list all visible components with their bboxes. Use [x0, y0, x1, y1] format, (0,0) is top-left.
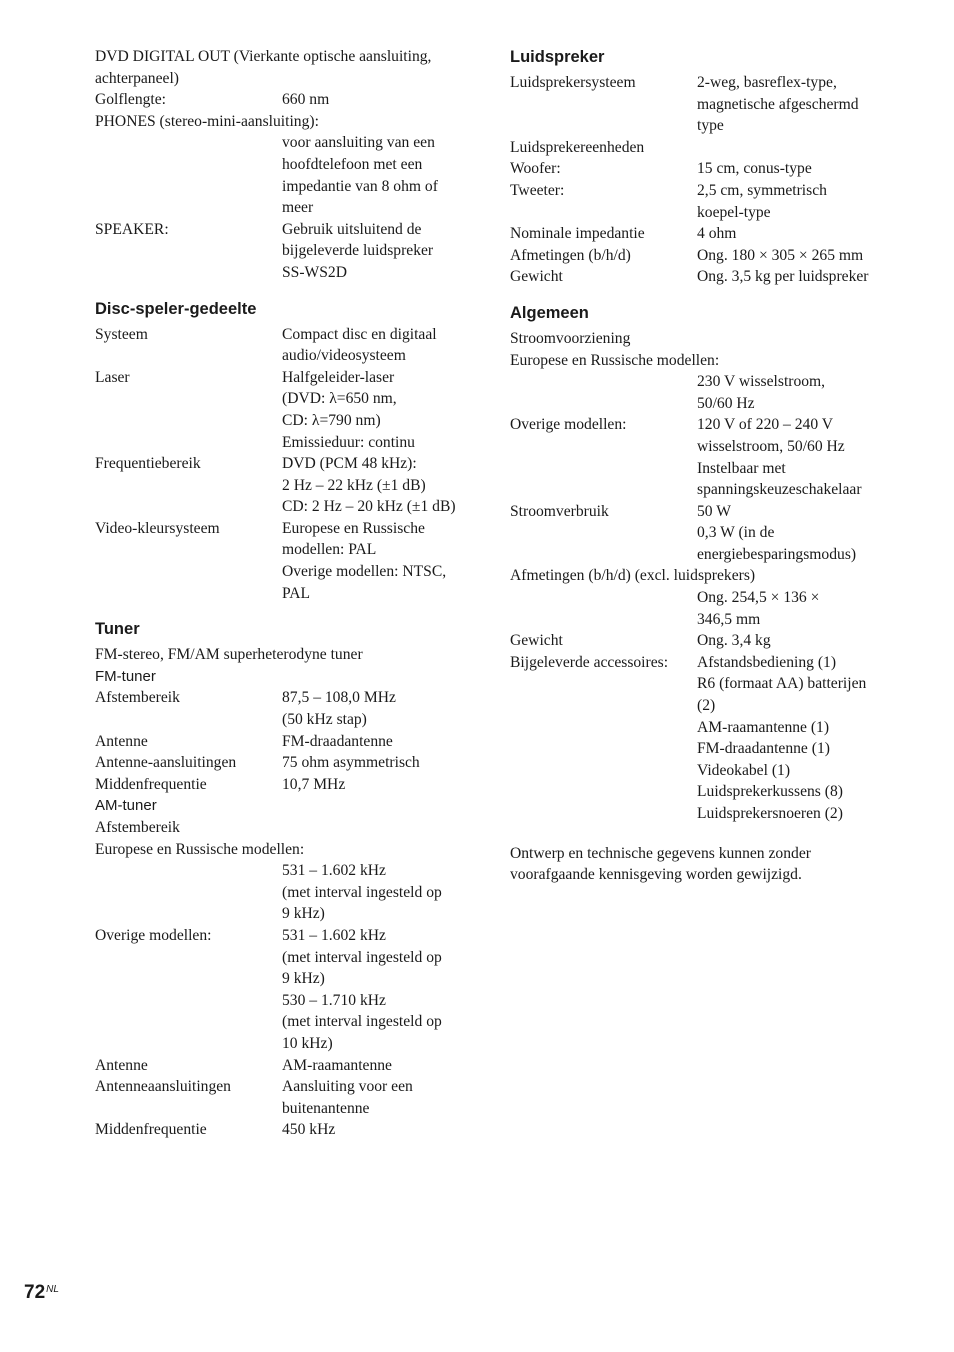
spec-value: Afstandsbediening (1) [697, 653, 837, 671]
spec-row [510, 158, 910, 180]
spec-row [95, 860, 475, 882]
spec-row [510, 673, 910, 695]
tuner-intro: FM-stereo, FM/AM superheterodyne tuner [95, 646, 363, 664]
spec-value: 120 V of 220 – 240 V [697, 416, 834, 434]
spec-value: FM-draadantenne (1) [697, 740, 830, 758]
output-specs [95, 46, 475, 284]
spec-value: PAL [282, 584, 311, 602]
spec-value: buitenantenne [282, 1099, 370, 1117]
disc-player-heading: Disc-speler-gedeelte [95, 299, 257, 318]
spec-label: Gewicht [510, 632, 563, 650]
spec-value: 50 W [697, 502, 731, 520]
spec-value: Ong. 3,5 kg per luidspreker [697, 268, 869, 286]
spec-value: Videokabel (1) [697, 761, 791, 779]
spec-value: 9 kHz) [282, 905, 325, 923]
general-specs [510, 328, 910, 825]
spec-row [95, 89, 475, 111]
spec-value: Ong. 254,5 × 136 × [697, 589, 820, 607]
spec-label: Afmetingen (b/h/d) (excl. luidsprekers) [510, 567, 756, 585]
spec-row [95, 68, 475, 90]
spec-value: 346,5 mm [697, 610, 761, 628]
spec-label: Stroomverbruik [510, 502, 609, 520]
spec-label: Antenne [95, 732, 148, 750]
spec-row [95, 324, 475, 346]
spec-label: Middenfrequentie [95, 1121, 207, 1139]
spec-label: Laser [95, 368, 130, 386]
spec-row [95, 731, 475, 753]
spec-value: 450 kHz [282, 1121, 336, 1139]
spec-row [510, 781, 910, 803]
spec-label: PHONES (stereo-mini-aansluiting): [95, 112, 319, 130]
spec-row [510, 738, 910, 760]
spec-label: achterpaneel) [95, 69, 179, 87]
spec-row [95, 1033, 475, 1055]
spec-row [510, 760, 910, 782]
spec-value: 530 – 1.710 kHz [282, 991, 386, 1009]
spec-row [510, 522, 910, 544]
spec-row [95, 132, 475, 154]
speaker-heading: Luidspreker [510, 48, 605, 66]
spec-label: Afmetingen (b/h/d) [510, 246, 631, 264]
spec-value: 10 kHz) [282, 1034, 333, 1052]
spec-label: Overige modellen: [95, 926, 212, 944]
spec-value: Gebruik uitsluitend de [282, 220, 422, 238]
spec-label: Overige modellen: [510, 416, 627, 434]
spec-row [95, 968, 475, 990]
spec-label: Luidsprekersysteem [510, 74, 636, 91]
spec-row [95, 345, 475, 367]
note-line: voorafgaande kennisgeving worden gewijzigd. [510, 866, 802, 884]
spec-row [510, 803, 910, 825]
spec-row [510, 414, 910, 436]
am-tuner-subheading: AM-tuner [95, 797, 157, 815]
spec-row [510, 479, 910, 501]
spec-value: (DVD: λ=650 nm, [282, 390, 397, 408]
disc-player-specs [95, 324, 475, 605]
spec-value: 2 Hz – 22 kHz (±1 dB) [282, 476, 426, 494]
spec-row [510, 94, 910, 116]
spec-label: Nominale impedantie [510, 225, 645, 243]
spec-row [510, 137, 910, 159]
spec-value: Luidsprekerkussens (8) [697, 783, 843, 801]
spec-row [510, 202, 910, 224]
spec-value: modellen: PAL [282, 541, 377, 559]
spec-label: Afstembereik [95, 689, 180, 707]
spec-value: 531 – 1.602 kHz [282, 926, 386, 944]
spec-row [510, 458, 910, 480]
spec-row [510, 717, 910, 739]
spec-row [510, 72, 910, 94]
spec-row [510, 180, 910, 202]
spec-row [510, 115, 910, 137]
spec-row [95, 219, 475, 241]
spec-row [510, 587, 910, 609]
spec-value: meer [282, 199, 314, 217]
page-number: $72^{NL}$ [24, 1282, 59, 1303]
spec-value: (2) [697, 697, 716, 715]
spec-row [95, 990, 475, 1012]
spec-row [95, 197, 475, 219]
spec-value: 10,7 MHz [282, 775, 346, 793]
spec-label: Antenne-aansluitingen [95, 754, 237, 772]
spec-value: Compact disc en digitaal [282, 325, 437, 343]
spec-row [95, 262, 475, 284]
spec-row [95, 817, 475, 839]
spec-row [95, 176, 475, 198]
spec-value: 531 – 1.602 kHz [282, 862, 386, 880]
spec-row [95, 561, 475, 583]
spec-value: R6 (formaat AA) batterijen [697, 675, 867, 693]
spec-value: koepel-type [697, 203, 771, 221]
spec-row [95, 111, 475, 133]
spec-row [95, 925, 475, 947]
spec-value: 0,3 W (in de [697, 524, 775, 542]
spec-value: AM-raamantenne (1) [697, 718, 830, 736]
spec-value: CD: λ=790 nm) [282, 411, 381, 429]
spec-row [95, 154, 475, 176]
spec-label: Antenne [95, 1056, 148, 1074]
spec-row [510, 393, 910, 415]
spec-value: 4 ohm [697, 225, 737, 243]
spec-value: CD: 2 Hz – 20 kHz (±1 dB) [282, 498, 456, 516]
spec-row [95, 496, 475, 518]
spec-label: Gewicht [510, 268, 563, 286]
spec-row [510, 350, 910, 372]
spec-label: Tweeter: [510, 181, 565, 199]
spec-label: Middenfrequentie [95, 775, 207, 793]
spec-row [510, 436, 910, 458]
speaker-specs [510, 72, 910, 288]
spec-row [95, 903, 475, 925]
spec-value: (met interval ingesteld op [282, 948, 442, 966]
spec-row [95, 475, 475, 497]
spec-row [95, 410, 475, 432]
fm-tuner-subheading: FM-tuner [95, 667, 156, 685]
general-heading: Algemeen [510, 303, 589, 322]
spec-row [510, 501, 910, 523]
spec-label: Systeem [95, 325, 148, 343]
spec-row [95, 1011, 475, 1033]
spec-value: Europese en Russische [282, 519, 425, 537]
spec-row [510, 266, 910, 288]
right-column [510, 46, 910, 886]
spec-value: 660 nm [282, 91, 330, 109]
tuner-heading: Tuner [95, 620, 140, 639]
spacer [510, 825, 910, 843]
spec-value: 9 kHz) [282, 970, 325, 988]
spec-row [95, 453, 475, 475]
spec-row [95, 46, 475, 68]
spec-value: Ong. 180 × 305 × 265 mm [697, 246, 864, 264]
spec-row [95, 1055, 475, 1077]
spec-value: hoofdtelefoon met een [282, 155, 423, 173]
spec-value: SS-WS2D [282, 263, 347, 281]
spec-row [95, 539, 475, 561]
spec-value: Ong. 3,4 kg [697, 632, 771, 650]
spec-value: Halfgeleider-laser [282, 368, 395, 386]
spec-value: 75 ohm asymmetrisch [282, 754, 420, 772]
spec-value: magnetische afgeschermd [697, 95, 859, 113]
spec-label: Golflengte: [95, 91, 167, 109]
spec-row [510, 695, 910, 717]
note-line: Ontwerp en technische gegevens kunnen zonder [510, 844, 811, 862]
spec-value: 2-weg, basreflex-type, [697, 74, 837, 91]
spec-value: (50 kHz stap) [282, 711, 367, 729]
spec-label: DVD DIGITAL OUT (Vierkante optische aansluiting, [95, 48, 432, 65]
spec-row [95, 687, 475, 709]
spec-row [95, 367, 475, 389]
spec-label: Video-kleursysteem [95, 519, 220, 537]
spec-row [95, 432, 475, 454]
spec-row [510, 245, 910, 267]
spec-row [95, 752, 475, 774]
spec-row [510, 565, 910, 587]
spec-label: Afstembereik [95, 819, 180, 836]
spec-row [95, 240, 475, 262]
spec-value: wisselstroom, 50/60 Hz [697, 437, 845, 455]
spec-value: (met interval ingesteld op [282, 1013, 442, 1031]
spec-value: FM-draadantenne [282, 732, 393, 750]
spec-value: Luidsprekersnoeren (2) [697, 805, 843, 822]
spec-row [95, 839, 475, 861]
spec-value: voor aansluiting van een [282, 134, 435, 152]
spec-row [510, 223, 910, 245]
spec-row [95, 709, 475, 731]
spec-value: 15 cm, conus-type [697, 160, 812, 178]
spec-row [510, 328, 910, 350]
spec-label: Europese en Russische modellen: [95, 840, 305, 858]
spec-label: Bijgeleverde accessoires: [510, 653, 669, 671]
spec-value: impedantie van 8 ohm of [282, 177, 438, 195]
spec-value: Overige modellen: NTSC, [282, 563, 447, 581]
spec-row [510, 652, 910, 674]
spec-row [510, 609, 910, 631]
spec-value: bijgeleverde luidspreker [282, 242, 434, 260]
spec-row [95, 882, 475, 904]
spec-row [95, 1076, 475, 1098]
spec-value: energiebesparingsmodus) [697, 545, 857, 563]
spec-value: type [697, 117, 724, 135]
spec-row [510, 544, 910, 566]
spec-row [510, 371, 910, 393]
spec-value: AM-raamantenne [282, 1056, 392, 1074]
spec-row [95, 947, 475, 969]
spec-value: 50/60 Hz [697, 394, 755, 412]
spec-value: 87,5 – 108,0 MHz [282, 689, 396, 707]
page-language-suffix: NL [46, 1284, 59, 1295]
spec-row [510, 630, 910, 652]
spec-label: Europese en Russische modellen: [510, 351, 720, 369]
spec-label: Woofer: [510, 160, 561, 178]
am-tuner-specs [95, 817, 475, 1141]
fm-tuner-specs [95, 687, 475, 795]
spec-label: Luidsprekereenheden [510, 138, 645, 156]
spec-label: Stroomvoorziening [510, 329, 631, 347]
spec-value: (met interval ingesteld op [282, 883, 442, 901]
spec-value: 2,5 cm, symmetrisch [697, 181, 827, 199]
spec-value: DVD (PCM 48 kHz): [282, 455, 417, 473]
spec-value: 230 V wisselstroom, [697, 373, 826, 391]
spec-value: audio/videosysteem [282, 347, 406, 365]
spec-value: Emissieduur: continu [282, 433, 415, 451]
spec-row [95, 388, 475, 410]
spec-row [95, 1119, 475, 1141]
disclaimer-note [510, 843, 910, 886]
spec-row [95, 774, 475, 796]
spec-label: Antenneaansluitingen [95, 1078, 231, 1096]
left-column [95, 46, 475, 1141]
spec-row [95, 583, 475, 605]
spec-row [95, 1098, 475, 1120]
spec-label: SPEAKER: [95, 220, 169, 238]
spec-label: Frequentiebereik [95, 455, 201, 473]
spec-value: spanningskeuzeschakelaar [697, 481, 862, 499]
spec-value: Instelbaar met [697, 459, 786, 477]
spec-row [95, 518, 475, 540]
spec-value: Aansluiting voor een [282, 1078, 413, 1096]
